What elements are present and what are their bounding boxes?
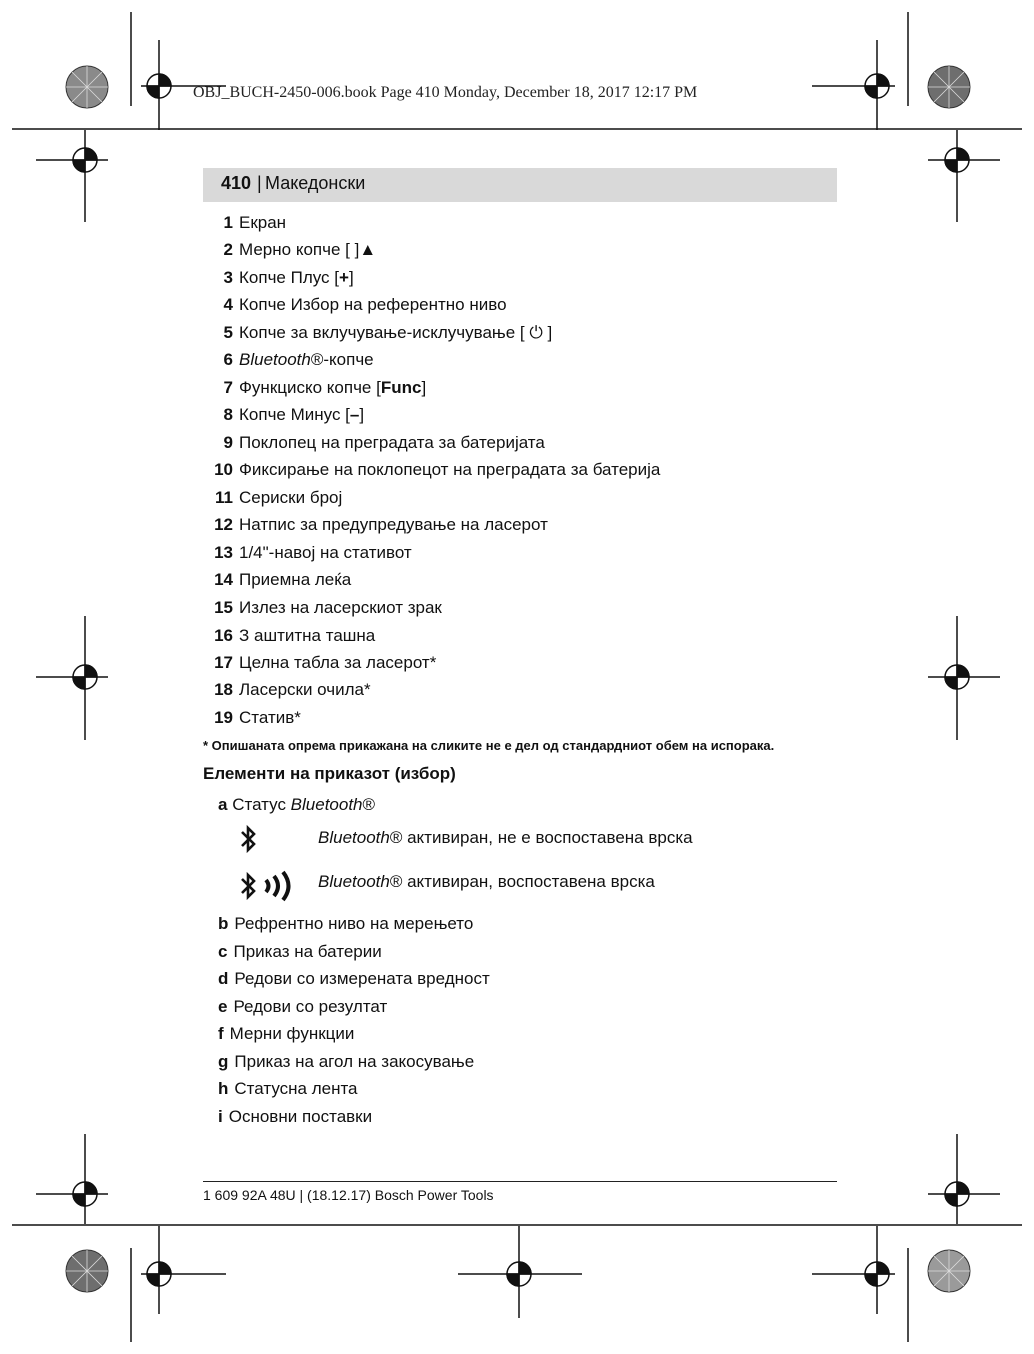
item-label: Статив*: [239, 708, 301, 727]
component-item: [207, 268, 354, 288]
item-label: Поклопец на преградата за батеријата: [239, 433, 545, 452]
component-item: [207, 405, 364, 425]
item-key-close: ]: [348, 268, 354, 287]
section-heading: Елементи на приказот (избор): [203, 764, 456, 783]
bluetooth-state-2: [318, 872, 655, 892]
item-label: Статусна лента: [234, 1079, 358, 1098]
item-letter: d: [218, 969, 229, 988]
item-letter: c: [218, 942, 228, 961]
item-label: Статус: [232, 795, 291, 814]
bluetooth-icon: [238, 824, 258, 861]
item-number: 7: [223, 378, 233, 397]
item-label: Мерни функции: [229, 1024, 355, 1043]
item-label: Функциско копче [: [239, 378, 381, 397]
component-item: [207, 626, 375, 646]
item-number: 13: [214, 543, 233, 562]
display-item: [218, 969, 490, 989]
display-item: [218, 997, 387, 1017]
item-number: 10: [214, 460, 233, 479]
item-label: Приказ на агол на закосување: [234, 1052, 475, 1071]
display-item: [218, 1107, 372, 1127]
item-label: Екран: [239, 213, 287, 232]
item-number: 19: [214, 708, 233, 727]
item-label: Рефрентно ниво на мерењето: [234, 914, 474, 933]
item-label: Сериски број: [239, 488, 343, 507]
item-label: Излез на ласерскиот зрак: [239, 598, 442, 617]
state-label: ® активиран, не е воспоставена врска: [389, 828, 693, 847]
component-item: [207, 515, 548, 535]
item-label: Редови со измерената вредност: [234, 969, 490, 988]
footnote: * Опишаната опрема прикажана на сликите не е дел од стандардниот обем на испорака.: [203, 738, 775, 753]
item-letter: g: [218, 1052, 229, 1071]
state-label-italic: Bluetooth: [318, 872, 390, 891]
component-item: [207, 460, 660, 480]
component-item: [207, 708, 301, 728]
item-number: 14: [214, 570, 233, 589]
item-label: Ласерски очила*: [239, 680, 371, 699]
component-item: [207, 240, 376, 260]
item-number: 12: [214, 515, 233, 534]
page-number: 410: [221, 173, 252, 193]
component-item: [207, 378, 426, 398]
item-number: 17: [214, 653, 233, 672]
item-number: 2: [223, 240, 233, 259]
component-item: [207, 350, 374, 370]
display-item: [218, 1024, 354, 1044]
item-label: Копче за вклучување-исклучување [ ⏻ ]: [239, 323, 553, 342]
item-key-close: ]: [359, 405, 365, 424]
item-number: 1: [223, 213, 233, 232]
item-label: Приказ на батерии: [233, 942, 382, 961]
item-label: ®-копче: [310, 350, 374, 369]
footer-rule: [203, 1181, 837, 1182]
item-number: 8: [223, 405, 233, 424]
state-label: ® активиран, воспоставена врска: [389, 872, 655, 891]
item-label: Приемна леќа: [239, 570, 352, 589]
item-label: Натпис за предупредување на ласерот: [239, 515, 548, 534]
state-label-italic: Bluetooth: [318, 828, 390, 847]
display-item: [218, 1052, 474, 1072]
item-number: 11: [215, 488, 233, 507]
item-letter: i: [218, 1107, 223, 1126]
item-letter: e: [218, 997, 228, 1016]
item-label: Копче Минус [: [239, 405, 350, 424]
component-item: [207, 295, 507, 315]
item-label: Целна табла за ласерот*: [239, 653, 437, 672]
item-label: Редови со резултат: [233, 997, 388, 1016]
item-number: 18: [214, 680, 233, 699]
component-item: [207, 323, 552, 343]
component-item: [207, 433, 545, 453]
bluetooth-state-1: [318, 828, 693, 848]
item-number: 6: [223, 350, 233, 369]
item-label-italic: Bluetooth: [239, 350, 311, 369]
item-label: 1/4"-навој на стативот: [239, 543, 412, 562]
display-item: [218, 914, 473, 934]
component-item: [207, 213, 286, 233]
item-number: 9: [223, 433, 233, 452]
status-item: [218, 795, 375, 815]
item-label-italic: Bluetooth: [290, 795, 363, 814]
page-footer: 1 609 92A 48U | (18.12.17) Bosch Power Tools: [203, 1187, 494, 1203]
bluetooth-connected-icon: [238, 868, 308, 911]
item-label: Копче Избор на референтно ниво: [239, 295, 507, 314]
page-language: Македонски: [265, 173, 366, 193]
component-item: [207, 680, 371, 700]
component-item: [207, 543, 412, 563]
item-number: 16: [214, 626, 233, 645]
component-item: [207, 488, 342, 508]
item-number: 15: [214, 598, 233, 617]
item-letter: b: [218, 914, 229, 933]
item-label: З аштитна ташна: [239, 626, 376, 645]
component-item: [207, 653, 436, 673]
item-letter: a: [218, 795, 228, 814]
item-key-close: ]: [421, 378, 427, 397]
item-key: –: [349, 405, 360, 424]
component-item: [207, 598, 442, 618]
print-header: OBJ_BUCH-2450-006.book Page 410 Monday, December 18, 2017 12:17 PM: [193, 84, 698, 101]
component-item: [207, 570, 351, 590]
item-number: 3: [223, 268, 233, 287]
item-label: Основни поставки: [228, 1107, 373, 1126]
item-number: 4: [223, 295, 233, 314]
display-item: [218, 942, 382, 962]
item-label-tail: ®: [362, 795, 376, 814]
item-key: Func: [380, 378, 422, 397]
item-label: Копче Плус [: [239, 268, 339, 287]
item-number: 5: [223, 323, 233, 342]
page-separator: |: [257, 173, 262, 193]
item-label: Фиксирање на поклопецот на преградата за батерија: [239, 460, 661, 479]
display-item: [218, 1079, 358, 1099]
item-letter: f: [218, 1024, 224, 1043]
item-letter: h: [218, 1079, 229, 1098]
item-key: +: [339, 268, 349, 287]
item-label: Мерно копче [ ]▲: [239, 240, 377, 259]
page-header: [203, 168, 837, 202]
